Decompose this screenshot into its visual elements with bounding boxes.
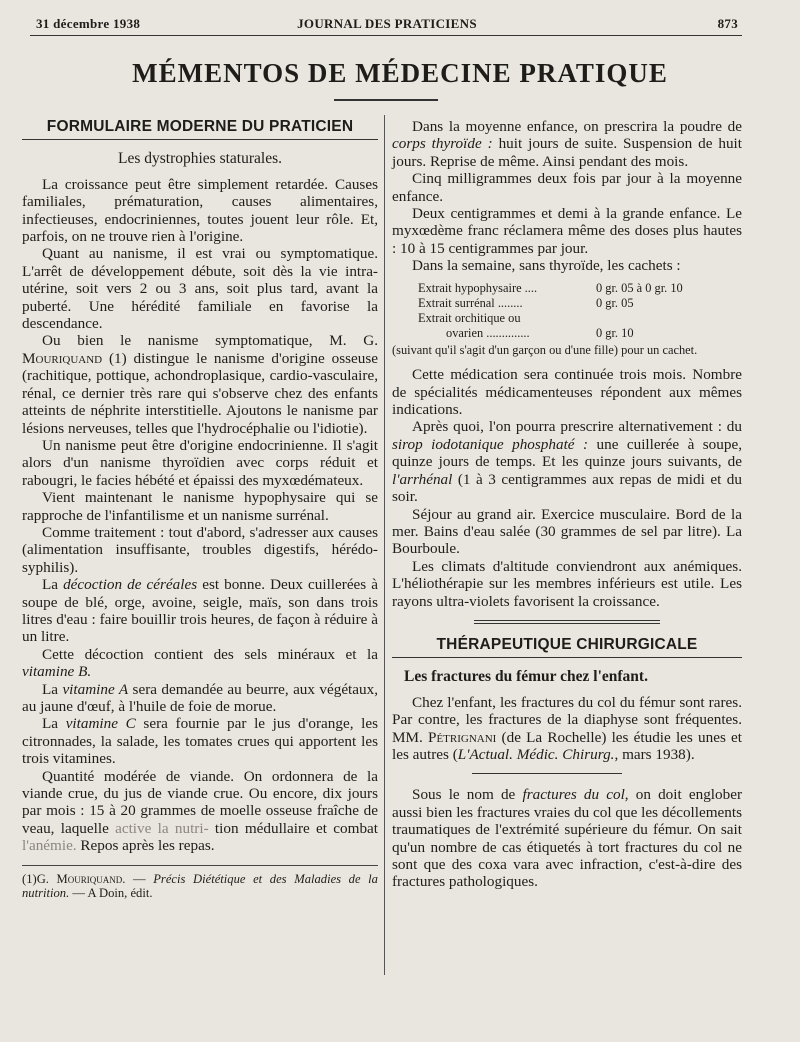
prescription-note: (suivant qu'il s'agit d'un garçon ou d'une fille) pour un cachet. bbox=[392, 343, 698, 358]
header-rule bbox=[30, 35, 742, 36]
paragraph: Les climats d'altitude conviendront aux anémiques. L'héliothérapie sur les membres inférieurs est utile. Les rayons ultra-violets favorisent la croissance. bbox=[392, 557, 742, 610]
paragraph-separator bbox=[472, 773, 622, 774]
footnote-rule bbox=[22, 865, 378, 866]
paragraph: Cinq milligrammes deux fois par jour à la moyenne enfance. bbox=[392, 170, 742, 205]
paragraph: Cette médication sera continuée trois mois. Nombre de spécialités médicamenteuses répondent aux mêmes indications. bbox=[392, 366, 742, 419]
header-date: 31 décembre 1938 bbox=[36, 16, 141, 31]
paragraph: Dans la semaine, sans thyroïde, les cachets : bbox=[412, 257, 681, 275]
subtitle-dystrophies: Les dystrophies staturales. bbox=[117, 150, 282, 168]
section-separator bbox=[474, 620, 660, 624]
author-name: Mouriquand bbox=[22, 349, 103, 367]
prescription-row: Extrait surrénal ........ 0 gr. 05 bbox=[418, 295, 634, 310]
running-header bbox=[36, 16, 738, 34]
section-title-formulaire: FORMULAIRE MODERNE DU PRATICIEN bbox=[22, 118, 378, 140]
prescription-table bbox=[392, 281, 742, 342]
paragraph: Ou bien le nanisme symptomatique, M. G. Mouriquand (1) distingue le nanisme d'origine osseuse (rachitique, pottique, achondroplasique, cardio-vasculaire, rénal, ce dernier très rare qui s'observe chez des enfants atteints de néphrite interstitielle. Ajoutons le nanisme par lésions nerveuses, telles que l'hydrocéphalie ou l'idiotie). bbox=[22, 332, 378, 437]
paragraph: Vient maintenant le nanisme hypophysaire qui se rapproche de l'infantilisme et un nanisme surrénal. bbox=[22, 489, 378, 524]
paragraph: Comme traitement : tout d'abord, s'adresser aux causes (alimentation insuffisante, troubles digestifs, hérédo-syphilis). bbox=[22, 523, 378, 576]
paragraph: Dans la moyenne enfance, on prescrira la poudre de corps thyroïde : huit jours de suite. Suspension de huit jours. Reprise de même. Ainsi pendant des mois. bbox=[392, 118, 742, 170]
paragraph: La décoction de céréales est bonne. Deux cuillerées à soupe de blé, orge, avoine, seigle, maïs, son dans trois litres d'eau : faire bouillir trois heures, de façon à réduire à un litre. bbox=[22, 576, 378, 646]
paragraph: La vitamine A sera demandée au beurre, aux végétaux, au jaune d'œuf, à l'huile de foie de morue. bbox=[22, 680, 379, 715]
paragraph: Un nanisme peut être d'origine endocrinienne. Il s'agit alors d'un nanisme thyroïdien avec corps réduit et rabougri, le facies hébété et épaissi des myxœdémateux. bbox=[22, 436, 378, 489]
paragraph: Deux centigrammes et demi à la grande enfance. Le myxœdème franc réclamera même des doses plus hautes : 10 à 15 centigrammes par jour. bbox=[392, 205, 742, 257]
subtitle-fractures: Les fractures du fémur chez l'enfant. bbox=[404, 668, 648, 686]
left-column bbox=[22, 118, 378, 901]
paragraph: Après quoi, l'on pourra prescrire alternativement : du sirop iodotanique phosphaté : une cuillerée à soupe, quinze jours de temps. Et les quinze jours suivants, de l'arrhénal (1 à 3 centigrammes aux repas de midi et du soir. bbox=[392, 418, 742, 506]
column-divider bbox=[384, 115, 385, 975]
header-journal-name: JOURNAL DES PRATICIENS bbox=[297, 16, 477, 31]
author-name: Pétrignani bbox=[428, 728, 497, 746]
header-page-number: 873 bbox=[717, 16, 738, 31]
prescription-row: Extrait hypophysaire .... 0 gr. 05 à 0 gr. 10 bbox=[418, 280, 683, 295]
footnote: (1)G. Mouriquand. — Précis Diététique et des Maladies de la nutrition. — A Doin, édit. bbox=[22, 871, 378, 901]
paragraph: Séjour au grand air. Exercice musculaire. Bord de la mer. Bains d'eau salée (30 grammes de sel par litre). La Bourboule. bbox=[392, 505, 742, 558]
section-title-therapeutique: THÉRAPEUTIQUE CHIRURGICALE bbox=[392, 636, 742, 658]
paragraph: Chez l'enfant, les fractures du col du fémur sont rares. Par contre, les fractures de la diaphyse sont fréquentes. MM. Pétrignani (de La Rochelle) les étudie les unes et les autres (L'Actual. Médic. Chirurg., mars 1938). bbox=[392, 693, 743, 763]
title-rule bbox=[334, 99, 438, 101]
paragraph: Quant au nanisme, il est vrai ou symptomatique. L'arrêt de développement débute, soit dès la vie intra-utérine, soit vers 2 ou 3 ans, soit plus tard, avant la puberté. Une hérédité familiale en favorise la descendance. bbox=[22, 245, 378, 333]
paragraph: Quantité modérée de viande. On ordonnera de la viande crue, du jus de viande crue. Ou encore, dix jours par mois : 15 à 20 grammes de moelle osseuse fraîche de veau, laquelle active la nutri- tion médullaire et combat l'anémie. Repos après les repas. bbox=[22, 767, 378, 855]
paragraph: La croissance peut être simplement retardée. Causes familiales, prématuration, causes alimentaires, infectieuses, endocriniennes, toutes jouent leur rôle. Et, parfois, on ne trouve rien à l'origine. bbox=[22, 175, 378, 246]
prescription-row: ovarien .............. 0 gr. 10 bbox=[446, 326, 634, 341]
paragraph: Cette décoction contient des sels minéraux et la vitamine B. bbox=[22, 645, 378, 681]
page-title: MÉMENTOS DE MÉDECINE PRATIQUE bbox=[132, 58, 668, 88]
prescription-row: Extrait orchitique ou bbox=[418, 311, 521, 326]
right-column bbox=[392, 118, 742, 891]
paragraph: Sous le nom de fractures du col, on doit englober aussi bien les fractures vraies du col que les décollements traumatiques de l'extrémité supérieure du fémur. On sait qu'un nombre de cas étiquetés à tort fractures du col ne sont que des coxa vara avec infraction, c'est-à-dire des fractures pathologiques. bbox=[392, 786, 743, 891]
paragraph: La vitamine C sera fournie par le jus d'orange, les citronnades, la salade, les tomates crues qui apportent les trois vitamines. bbox=[22, 715, 379, 768]
